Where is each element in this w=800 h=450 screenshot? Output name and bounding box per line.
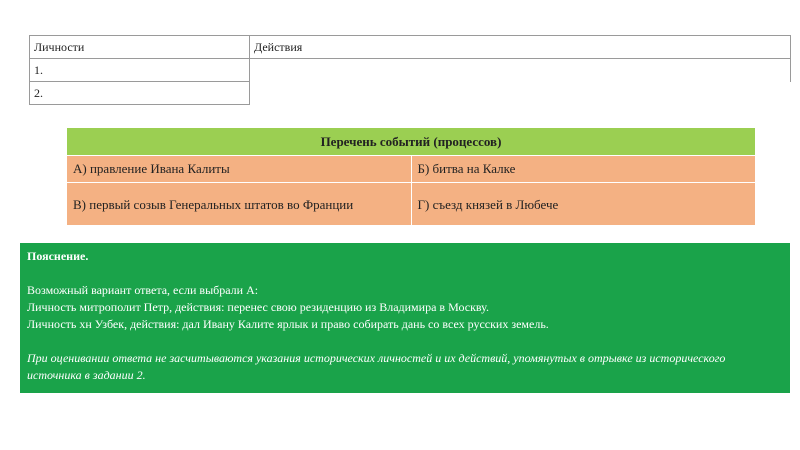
personalities-table (29, 35, 791, 105)
explanation-box (20, 243, 790, 393)
row-action-1 (250, 59, 791, 82)
events-title: Перечень событий (процессов) (67, 128, 756, 156)
explanation-note: При оценивании ответа не засчитываются указания исторических личностей и их действий, упомянутых в отрывке из исторического источника в задании 2. (27, 351, 726, 382)
event-a: А) правление Ивана Калиты (67, 156, 412, 183)
explanation-title: Пояснение. (27, 249, 89, 263)
events-row (67, 156, 756, 183)
row-number-2: 2. (30, 82, 250, 105)
event-b: Б) битва на Калке (411, 156, 756, 183)
event-d: Г) съезд князей в Любече (411, 183, 756, 226)
event-c: В) первый созыв Генеральных штатов во Франции (67, 183, 412, 226)
row-action-2 (250, 82, 791, 105)
events-table (66, 127, 756, 226)
row-number-1: 1. (30, 59, 250, 82)
table-row (30, 59, 791, 82)
events-row (67, 183, 756, 226)
table-header-row (30, 36, 791, 59)
table-row (30, 82, 791, 105)
explanation-line-1: Возможный вариант ответа, если выбрали А: (27, 283, 259, 297)
header-actions: Действия (250, 36, 791, 59)
explanation-line-3: Личность хн Узбек, действия: дал Ивану Калите ярлык и право собирать дань со всех русских земель. (27, 317, 549, 331)
explanation-line-2: Личность митрополит Петр, действия: перенес свою резиденцию из Владимира в Москву. (27, 300, 489, 314)
header-personalities: Личности (30, 36, 250, 59)
events-header-row (67, 128, 756, 156)
